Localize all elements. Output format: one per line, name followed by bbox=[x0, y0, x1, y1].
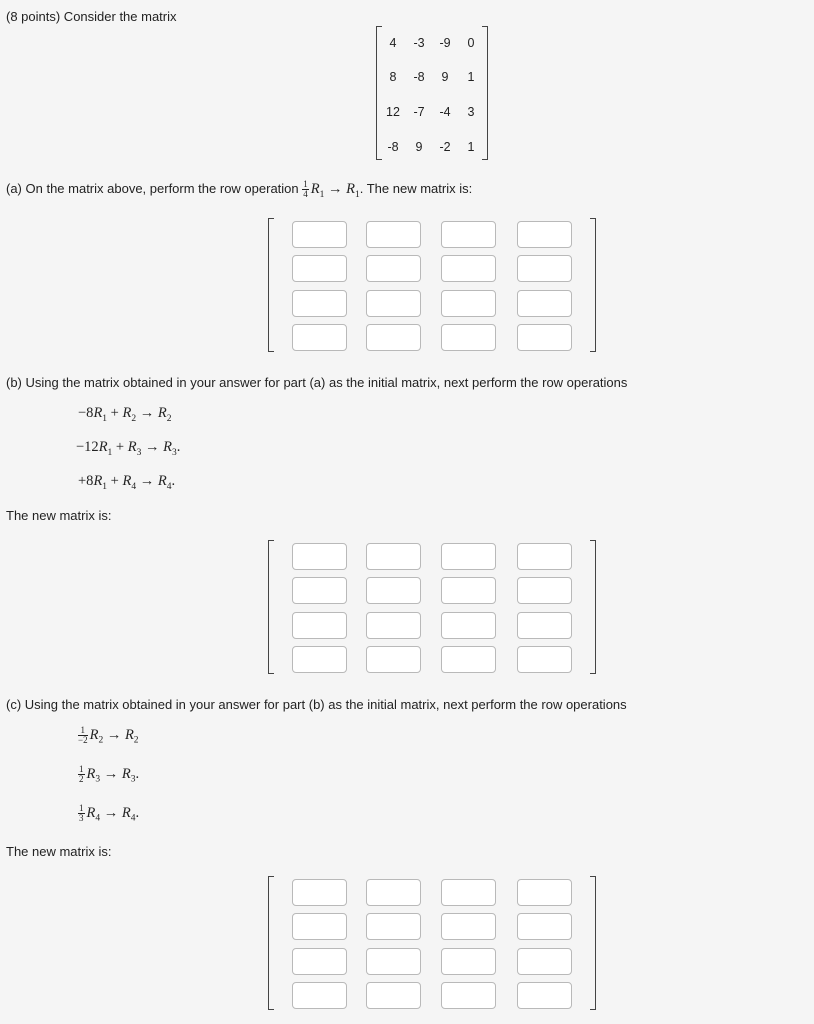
arrow: → bbox=[144, 439, 160, 455]
matrix-input-cell[interactable] bbox=[366, 879, 421, 906]
matrix-input-cell[interactable] bbox=[517, 948, 572, 975]
row-index: 2 bbox=[98, 735, 104, 746]
row-index: 1 bbox=[107, 447, 113, 458]
matrix-input-cell[interactable] bbox=[517, 543, 572, 570]
part-c-operation bbox=[78, 804, 139, 824]
coefficient: −12 bbox=[76, 439, 99, 455]
fraction bbox=[302, 180, 309, 199]
matrix-input-cell[interactable] bbox=[292, 948, 347, 975]
row-index: 3 bbox=[171, 447, 177, 458]
matrix-input-cell[interactable] bbox=[441, 879, 496, 906]
fraction-denominator: −2 bbox=[78, 735, 88, 745]
matrix-input-cell[interactable] bbox=[292, 543, 347, 570]
matrix-input-cell[interactable] bbox=[292, 221, 347, 248]
row-variable: R bbox=[89, 726, 99, 743]
row-variable: R bbox=[122, 473, 132, 489]
matrix-input-cell[interactable] bbox=[292, 879, 347, 906]
matrix-input-cell[interactable] bbox=[366, 221, 421, 248]
row-variable: R bbox=[346, 180, 355, 197]
matrix-input-cell[interactable] bbox=[366, 543, 421, 570]
matrix-input-cell[interactable] bbox=[441, 913, 496, 940]
matrix-input-cell[interactable] bbox=[517, 879, 572, 906]
matrix-input-cell[interactable] bbox=[441, 324, 496, 351]
row-index: 4 bbox=[130, 813, 136, 824]
part-c-prompt: (c) Using the matrix obtained in your answer for part (b) as the initial matrix, next perform the row operations bbox=[6, 697, 627, 712]
matrix-input-cell[interactable] bbox=[441, 221, 496, 248]
row-index: 4 bbox=[131, 481, 137, 492]
part-c-new-matrix-label: The new matrix is: bbox=[6, 844, 112, 859]
row-variable: R bbox=[98, 439, 108, 455]
matrix-input-cell[interactable] bbox=[292, 290, 347, 317]
matrix-input-cell[interactable] bbox=[292, 577, 347, 604]
matrix-input-cell[interactable] bbox=[441, 255, 496, 282]
matrix-input-cell[interactable] bbox=[366, 255, 421, 282]
matrix-input-cell[interactable] bbox=[366, 948, 421, 975]
matrix-entry: -8 bbox=[413, 70, 425, 84]
row-variable: R bbox=[124, 726, 134, 743]
matrix-input-cell[interactable] bbox=[517, 913, 572, 940]
plus-sign: + bbox=[110, 473, 119, 489]
matrix-input-cell[interactable] bbox=[517, 612, 572, 639]
plus-sign: + bbox=[110, 405, 119, 421]
punctuation: . bbox=[135, 804, 140, 821]
matrix-input-cell[interactable] bbox=[366, 612, 421, 639]
matrix-input-cell[interactable] bbox=[517, 255, 572, 282]
fraction bbox=[78, 765, 85, 784]
given-matrix-row bbox=[386, 70, 478, 84]
left-bracket bbox=[268, 540, 274, 674]
left-bracket bbox=[376, 26, 382, 160]
row-variable: R bbox=[310, 180, 320, 197]
coefficient: −8 bbox=[78, 405, 94, 421]
right-bracket bbox=[590, 876, 596, 1010]
matrix-input-cell[interactable] bbox=[517, 982, 572, 1009]
arrow: → bbox=[106, 726, 122, 743]
right-bracket bbox=[590, 540, 596, 674]
matrix-entry: 1 bbox=[467, 70, 475, 84]
matrix-input-cell[interactable] bbox=[292, 913, 347, 940]
matrix-input-cell[interactable] bbox=[441, 646, 496, 673]
arrow: → bbox=[103, 804, 119, 821]
row-index: 1 bbox=[102, 481, 108, 492]
fraction bbox=[78, 726, 88, 745]
row-variable: R bbox=[93, 473, 103, 489]
part-b-prompt: (b) Using the matrix obtained in your answer for part (a) as the initial matrix, next perform the row operations bbox=[6, 375, 628, 390]
row-index: 4 bbox=[95, 813, 101, 824]
matrix-entry: -8 bbox=[387, 140, 399, 154]
matrix-entry: 4 bbox=[389, 36, 397, 50]
arrow: → bbox=[139, 473, 155, 489]
punctuation: . bbox=[171, 473, 176, 489]
arrow: → bbox=[328, 180, 343, 197]
matrix-input-cell[interactable] bbox=[517, 221, 572, 248]
matrix-entry: -2 bbox=[439, 140, 451, 154]
coefficient: +8 bbox=[78, 473, 94, 489]
part-b-operation bbox=[76, 439, 180, 458]
matrix-input-cell[interactable] bbox=[517, 577, 572, 604]
left-bracket bbox=[268, 218, 274, 352]
row-variable: R bbox=[122, 405, 132, 421]
matrix-input-cell[interactable] bbox=[441, 290, 496, 317]
fraction bbox=[78, 804, 85, 823]
right-bracket bbox=[482, 26, 488, 160]
matrix-entry: -4 bbox=[439, 105, 451, 119]
answer-matrix-b bbox=[268, 540, 596, 674]
matrix-entry: 12 bbox=[386, 105, 400, 119]
row-index: 3 bbox=[136, 447, 142, 458]
matrix-entry: 9 bbox=[415, 140, 423, 154]
row-variable: R bbox=[157, 405, 167, 421]
left-bracket bbox=[268, 876, 274, 1010]
row-index: 1 bbox=[102, 413, 108, 424]
matrix-input-cell[interactable] bbox=[517, 324, 572, 351]
matrix-input-cell[interactable] bbox=[517, 290, 572, 317]
row-index: 1 bbox=[319, 189, 325, 200]
row-index: 2 bbox=[133, 735, 139, 746]
matrix-input-cell[interactable] bbox=[366, 646, 421, 673]
arrow: → bbox=[139, 405, 155, 421]
answer-matrix-a bbox=[268, 218, 596, 352]
matrix-input-cell[interactable] bbox=[366, 913, 421, 940]
right-bracket bbox=[590, 218, 596, 352]
punctuation: . bbox=[135, 765, 140, 782]
given-matrix-row bbox=[386, 36, 478, 50]
matrix-entry: 1 bbox=[467, 140, 475, 154]
matrix-entry: -9 bbox=[439, 36, 451, 50]
row-variable: R bbox=[157, 473, 167, 489]
row-variable: R bbox=[86, 765, 96, 782]
matrix-input-cell[interactable] bbox=[366, 982, 421, 1009]
matrix-input-cell[interactable] bbox=[441, 543, 496, 570]
fraction-denominator: 3 bbox=[79, 813, 84, 823]
fraction-denominator: 2 bbox=[79, 774, 84, 784]
part-a-prefix: (a) On the matrix above, perform the row operation bbox=[6, 180, 299, 196]
plus-sign: + bbox=[115, 439, 125, 455]
answer-matrix-c bbox=[268, 876, 596, 1010]
matrix-entry: 3 bbox=[467, 105, 475, 119]
problem-header: (8 points) Consider the matrix bbox=[6, 9, 177, 24]
given-matrix-row bbox=[386, 140, 478, 154]
given-matrix-row bbox=[386, 105, 478, 119]
part-b-operation bbox=[78, 473, 175, 492]
fraction-denominator: 4 bbox=[303, 189, 308, 199]
arrow: → bbox=[103, 765, 119, 782]
matrix-input-cell[interactable] bbox=[366, 290, 421, 317]
matrix-input-cell[interactable] bbox=[292, 324, 347, 351]
row-index: 4 bbox=[166, 481, 172, 492]
row-index: 2 bbox=[166, 413, 172, 424]
part-c-operation bbox=[78, 765, 139, 785]
matrix-input-cell[interactable] bbox=[441, 577, 496, 604]
matrix-input-cell[interactable] bbox=[292, 255, 347, 282]
fraction-numerator: 1 bbox=[303, 179, 308, 189]
matrix-input-cell[interactable] bbox=[366, 324, 421, 351]
row-index: 1 bbox=[354, 189, 360, 200]
row-variable: R bbox=[121, 765, 131, 782]
matrix-input-cell[interactable] bbox=[292, 646, 347, 673]
matrix-entry: 9 bbox=[441, 70, 449, 84]
matrix-entry: -7 bbox=[413, 105, 425, 119]
fraction-numerator: 1 bbox=[79, 764, 84, 774]
matrix-entry: -3 bbox=[413, 36, 425, 50]
given-matrix bbox=[376, 26, 488, 160]
matrix-input-cell[interactable] bbox=[292, 612, 347, 639]
matrix-input-cell[interactable] bbox=[441, 612, 496, 639]
matrix-input-cell[interactable] bbox=[441, 948, 496, 975]
matrix-input-cell[interactable] bbox=[517, 646, 572, 673]
matrix-input-cell[interactable] bbox=[292, 982, 347, 1009]
row-variable: R bbox=[127, 439, 137, 455]
part-b-new-matrix-label: The new matrix is: bbox=[6, 508, 112, 523]
part-c-operation bbox=[78, 726, 139, 746]
fraction-numerator: 1 bbox=[79, 803, 84, 813]
matrix-entry: 0 bbox=[467, 36, 475, 50]
matrix-input-cell[interactable] bbox=[366, 577, 421, 604]
part-a-instruction bbox=[6, 180, 472, 200]
matrix-entry: 8 bbox=[389, 70, 397, 84]
row-variable: R bbox=[86, 804, 96, 821]
punctuation: . bbox=[176, 439, 181, 455]
fraction-numerator: 1 bbox=[78, 726, 88, 736]
part-b-operation bbox=[78, 405, 171, 424]
row-variable: R bbox=[121, 804, 131, 821]
matrix-input-cell[interactable] bbox=[441, 982, 496, 1009]
row-variable: R bbox=[93, 405, 103, 421]
row-index: 2 bbox=[131, 413, 137, 424]
row-index: 3 bbox=[130, 774, 136, 785]
row-variable: R bbox=[163, 439, 172, 455]
row-index: 3 bbox=[95, 774, 101, 785]
part-a-suffix: . The new matrix is: bbox=[359, 180, 473, 196]
